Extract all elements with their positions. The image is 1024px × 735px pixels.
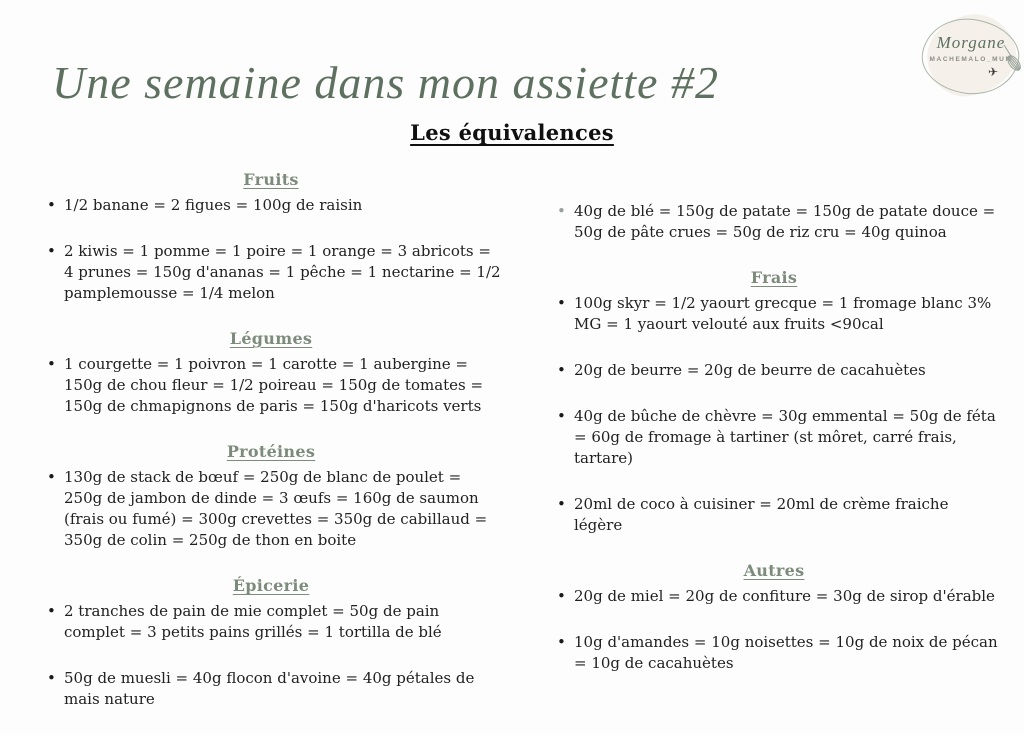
epicerie-continued-list — [550, 201, 998, 243]
document-heading: Les équivalences — [410, 120, 614, 145]
airplane-icon: ✈ — [987, 65, 998, 79]
right-column — [550, 170, 998, 735]
proteines-list — [40, 467, 502, 551]
equivalence-item: • 1/2 banane = 2 figues = 100g de raisin — [64, 195, 502, 216]
equivalence-item: • 10g d'amandes = 10g noisettes = 10g de noix de pécan = 10g de cacahuètes — [574, 632, 998, 674]
section-heading-epicerie: Épicerie — [232, 576, 310, 595]
left-column — [40, 170, 502, 735]
brand-logo — [920, 10, 1022, 104]
content-columns — [40, 170, 998, 735]
equivalence-item: • 40g de blé = 150g de patate = 150g de patate douce = 50g de pâte crues = 50g de riz cru = 40g quinoa — [574, 201, 998, 243]
equivalence-item: • 50g de muesli = 40g flocon d'avoine = 40g pétales de mais nature — [64, 668, 502, 710]
equivalence-item: • 2 tranches de pain de mie complet = 50g de pain complet = 3 petits pains grillés = 1 tortilla de blé — [64, 601, 502, 643]
section-heading-fruits: Fruits — [243, 170, 299, 189]
logo-name: Morgane — [936, 33, 1006, 52]
equivalence-item: • 100g skyr = 1/2 yaourt grecque = 1 fromage blanc 3% MG = 1 yaourt velouté aux fruits <90cal — [574, 293, 998, 335]
equivalence-item: • 20g de beurre = 20g de beurre de cacahuètes — [574, 360, 998, 381]
section-heading-proteines: Protéines — [226, 442, 316, 461]
equivalence-item: • 20ml de coco à cuisiner = 20ml de crème fraiche légère — [574, 494, 998, 536]
equivalence-item: • 2 kiwis = 1 pomme = 1 poire = 1 orange = 3 abricots = 4 prunes = 150g d'ananas = 1 pêche = 1 nectarine = 1/2 pamplemousse = 1/4 melon — [64, 241, 502, 304]
equivalence-item: • 130g de stack de bœuf = 250g de blanc de poulet = 250g de jambon de dinde = 3 œufs = 160g de saumon (frais ou fumé) = 300g crevettes = 350g de cabillaud = 350g de colin = 250g de thon en boite — [64, 467, 502, 551]
logo-handle: MACHEMALO_MUM — [929, 56, 1013, 63]
section-heading-legumes: Légumes — [229, 329, 313, 348]
page-title-script: Une semaine dans mon assiette #2 — [52, 56, 719, 108]
equivalence-item: • 1 courgette = 1 poivron = 1 carotte = 1 aubergine = 150g de chou fleur = 1/2 poireau = 150g de tomates = 150g de chmapignons de paris = 150g d'haricots verts — [64, 354, 502, 417]
equivalence-item: • 20g de miel = 20g de confiture = 30g de sirop d'érable — [574, 586, 998, 607]
whisk-icon — [1000, 44, 1024, 74]
frais-list — [550, 293, 998, 536]
section-heading-autres: Autres — [743, 561, 805, 580]
fruits-list — [40, 195, 502, 304]
autres-list — [550, 586, 998, 674]
epicerie-list — [40, 601, 502, 710]
section-heading-frais: Frais — [750, 268, 798, 287]
legumes-list — [40, 354, 502, 417]
equivalence-item: • 40g de bûche de chèvre = 30g emmental = 50g de féta = 60g de fromage à tartiner (st môret, carré frais, tartare) — [574, 406, 998, 469]
